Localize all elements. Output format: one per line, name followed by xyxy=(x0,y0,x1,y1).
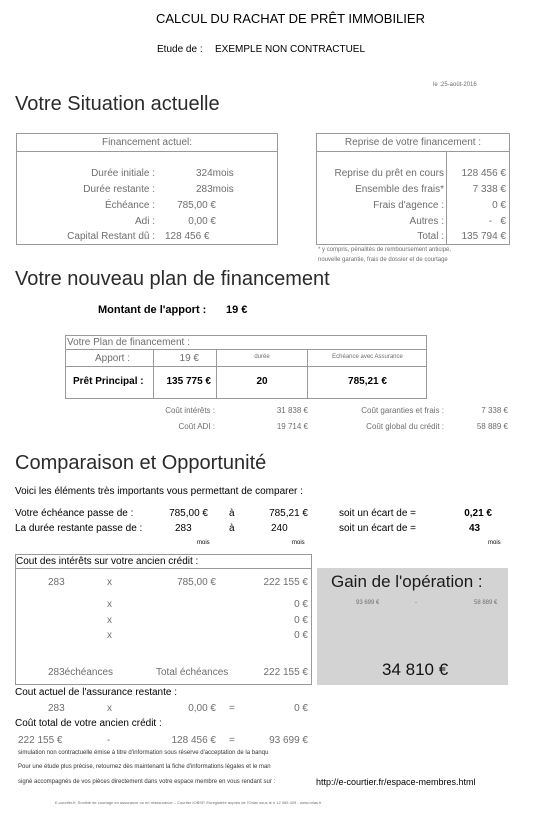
autres-label: Autres : xyxy=(409,216,444,227)
situation-heading: Votre Situation actuelle xyxy=(15,93,220,115)
echeance-value: 785,00 € xyxy=(177,200,216,211)
reprise-footnote-2: nouvelle garantie, frais de dossier et de courtage xyxy=(318,257,448,263)
duree-restante-label: Durée restante : xyxy=(83,184,155,195)
etude-value: EXEMPLE NON CONTRACTUEL xyxy=(215,44,366,55)
plan-title-divider xyxy=(65,349,427,350)
legal-footer: E-courtier.fr, Société de courtage en assurance ou en réassurance – Courtier IOBSP. Enregistrée auprès de l'Orias sous le n 12 065 429 - www.orias.fr xyxy=(55,800,322,805)
plan-duree-header: durée xyxy=(254,354,270,360)
total-echeances-label: Total échéances xyxy=(156,667,229,678)
plan-title: Votre Plan de financement : xyxy=(67,337,190,348)
comparaison-intro: Voici les éléments très importants vous permettant de comparer : xyxy=(15,486,303,497)
reprise-column-divider xyxy=(446,151,447,245)
study-date: le :25-août-2016 xyxy=(433,82,477,88)
interets-row-4-x: x xyxy=(107,630,112,641)
duree-to: 240 xyxy=(271,523,288,534)
ancien-credit-eq: = xyxy=(229,735,235,746)
duree-ecart-value: 43 xyxy=(469,523,481,534)
etude-label: Etude de : xyxy=(157,44,203,55)
gain-value: 34 810 € xyxy=(382,660,449,679)
cout-garanties-label: Coût garanties et frais : xyxy=(361,406,444,415)
reprise-divider xyxy=(316,151,510,152)
total-label: Total : xyxy=(417,231,444,242)
ancien-credit-b: 128 456 € xyxy=(171,735,216,746)
interets-title-divider xyxy=(15,568,312,569)
duree-ecart-label: soit un écart de = xyxy=(339,523,416,534)
plan-apport-value: 19 € xyxy=(179,353,199,364)
financement-title: Financement actuel: xyxy=(101,137,193,148)
echeance-passe-label: Votre échéance passe de : xyxy=(15,508,134,519)
echeance-label: Échéance : xyxy=(104,200,155,211)
plan-header-divider xyxy=(65,366,427,367)
adi-value: 0,00 € xyxy=(188,216,216,227)
interets-row-4-total: 0 € xyxy=(294,630,308,641)
duree-initiale-value: 324mois xyxy=(196,168,234,179)
gain-title: Gain de l'opération : xyxy=(331,572,483,591)
disclaimer-line-1: simulation non contractuelle émise à titre d'information sous réserve d'acceptation de la banqu xyxy=(18,750,269,756)
duree-initiale-label: Durée initiale : xyxy=(91,168,155,179)
assurance-total: 0 € xyxy=(294,703,308,714)
echeance-from: 785,00 € xyxy=(169,508,208,519)
echeance-ecart-value: 0,21 € xyxy=(464,508,492,519)
interets-row-1-x: x xyxy=(107,577,112,588)
espace-membres-link[interactable]: http://e-courtier.fr/espace-membres.html xyxy=(316,777,476,787)
interets-row-3-total: 0 € xyxy=(294,615,308,626)
interets-row-2-x: x xyxy=(107,599,112,610)
cout-global-label: Coût global du crédit : xyxy=(366,422,444,431)
frais-agence-value: 0 € xyxy=(492,200,506,211)
apport-label: Montant de l'apport : xyxy=(98,304,207,316)
mois-unit-3: mois xyxy=(488,540,501,546)
echeance-a: à xyxy=(229,508,235,519)
plan-col-1 xyxy=(153,349,154,399)
cout-global-value: 58 889 € xyxy=(476,422,508,431)
document-title: CALCUL DU RACHAT DE PRÊT IMMOBILIER xyxy=(156,11,425,26)
interets-row-1-total: 222 155 € xyxy=(263,577,308,588)
assurance-eq: = xyxy=(229,703,235,714)
disclaimer-line-2: Pour une étude plus précise, retournez dès maintenant la fiche d'informations légales et le man xyxy=(18,764,271,770)
pret-principal-value: 135 775 € xyxy=(166,376,211,387)
cout-interets-label: Coût intérêts : xyxy=(165,406,215,415)
ancien-credit-total: 93 699 € xyxy=(269,735,308,746)
reprise-pret-value: 128 456 € xyxy=(461,168,506,179)
apport-value: 19 € xyxy=(226,304,248,316)
ancien-credit-title: Coût total de votre ancien crédit : xyxy=(15,718,162,729)
reprise-title: Reprise de votre financement : xyxy=(344,137,482,148)
pret-principal-label: Prêt Principal : xyxy=(73,376,144,387)
ancien-credit-minus: - xyxy=(107,735,111,746)
interets-row-2-total: 0 € xyxy=(294,599,308,610)
gain-left: 93 699 € xyxy=(356,600,380,606)
assurance-n: 283 xyxy=(48,703,65,714)
ancien-credit-a: 222 155 € xyxy=(18,735,63,746)
cout-adi-value: 19 714 € xyxy=(276,422,308,431)
financement-divider xyxy=(16,151,278,152)
mois-unit-1: mois xyxy=(197,540,210,546)
mois-unit-2: mois xyxy=(292,540,305,546)
gain-right: 58 889 € xyxy=(474,600,498,606)
autres-value: - € xyxy=(488,216,506,227)
plan-apport-label: Apport : xyxy=(94,353,130,364)
cout-interets-value: 31 838 € xyxy=(276,406,308,415)
duree-passe-label: La durée restante passe de : xyxy=(15,523,143,534)
interets-title: Cout des intérêts sur votre ancien crédit : xyxy=(16,556,199,567)
cout-adi-label: Coût ADI : xyxy=(178,422,215,431)
gain-dash: - xyxy=(415,600,417,606)
assurance-amount: 0,00 € xyxy=(188,703,216,714)
pret-principal-duree: 20 xyxy=(256,376,268,387)
duree-from: 283 xyxy=(175,523,192,534)
interets-row-3-x: x xyxy=(107,615,112,626)
duree-restante-value: 283mois xyxy=(196,184,234,195)
cout-garanties-value: 7 338 € xyxy=(481,406,508,415)
echeance-to: 785,21 € xyxy=(269,508,308,519)
capital-restant-label: Capital Restant dû : xyxy=(67,231,155,242)
reprise-footnote-1: * y compris, pénalités de remboursement anticipé, xyxy=(318,247,452,253)
adi-label: Adi : xyxy=(134,216,155,227)
duree-a: à xyxy=(229,523,235,534)
total-value: 135 794 € xyxy=(461,231,506,242)
total-echeances-value: 222 155 € xyxy=(263,667,308,678)
echeances-count: 283échéances xyxy=(48,667,114,678)
nouveau-plan-heading: Votre nouveau plan de financement xyxy=(15,268,330,290)
assurance-x: x xyxy=(107,703,112,714)
comparaison-heading: Comparaison et Opportunité xyxy=(15,452,267,474)
interets-row-1-n: 283 xyxy=(48,577,65,588)
disclaimer-line-3: signé accompagnés de vos pièces directement dans votre espace membre en vous rendant sur : xyxy=(18,779,276,785)
assurance-title: Cout actuel de l'assurance restante : xyxy=(15,687,178,698)
interets-row-1-amount: 785,00 € xyxy=(177,577,216,588)
frais-agence-label: Frais d'agence : xyxy=(373,200,444,211)
capital-restant-value: 128 456 € xyxy=(165,231,210,242)
frais-value: 7 338 € xyxy=(472,184,506,195)
frais-label: Ensemble des frais* xyxy=(355,184,444,195)
echeance-ecart-label: soit un écart de = xyxy=(339,508,416,519)
plan-echeance-header: Echéance avec Assurance xyxy=(332,354,403,360)
reprise-pret-label: Reprise du prêt en cours xyxy=(334,168,444,179)
pret-principal-echeance: 785,21 € xyxy=(348,376,387,387)
